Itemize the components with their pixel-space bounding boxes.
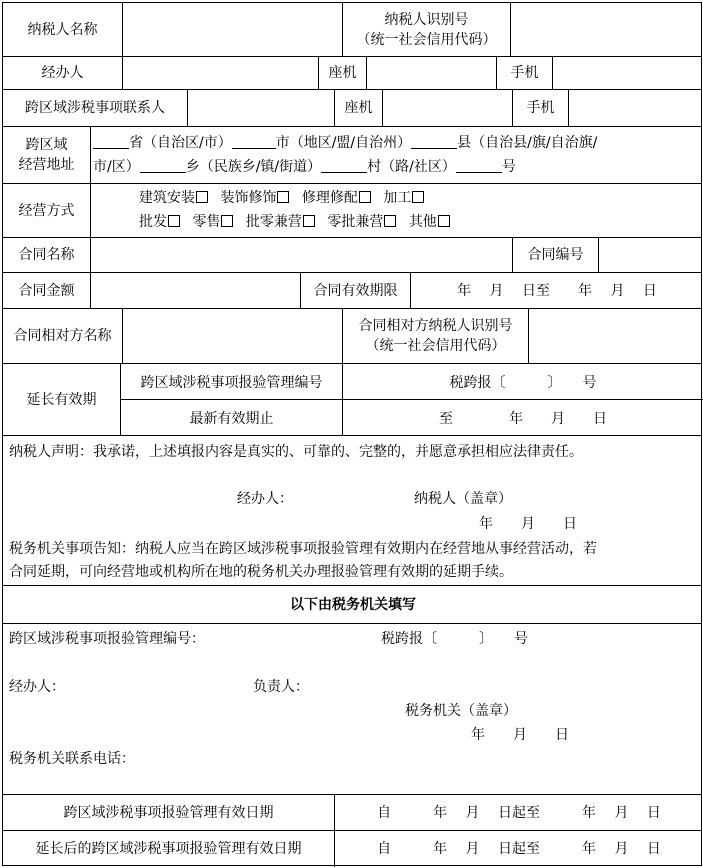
notice-line-1: 税务机关事项告知：纳税人应当在跨区域涉税事项报验管理有效期内在经营地从事经营活动，若	[9, 541, 597, 557]
extension-row	[3, 364, 701, 436]
contact-field[interactable]	[188, 90, 335, 126]
declaration-seal: 纳税人（盖章）	[414, 491, 512, 507]
contact-label: 跨区域涉税事项联系人	[3, 90, 188, 126]
checkbox-icon[interactable]	[303, 215, 315, 227]
business-mode-line-2	[139, 212, 458, 232]
tax-phone-label: 税务机关联系电话：	[9, 751, 135, 767]
checkbox-icon[interactable]	[359, 191, 371, 203]
extension-mgmt-no-label: 跨区域涉税事项报验管理编号	[121, 364, 343, 400]
taxpayer-row	[3, 3, 701, 57]
checkbox-icon[interactable]	[384, 215, 396, 227]
extension-label: 延长有效期	[3, 364, 121, 435]
checkbox-icon[interactable]	[412, 191, 424, 203]
contact-mobile-label: 手机	[513, 90, 569, 126]
contract-amount-row	[3, 273, 701, 309]
option-retail-wholesale[interactable]: 零批兼营	[327, 212, 396, 232]
option-construction[interactable]: 建筑安装	[139, 188, 208, 208]
extension-latest-label: 最新有效期止	[121, 400, 343, 436]
contract-name-field[interactable]	[91, 238, 513, 272]
declaration-date: 年 月 日	[479, 516, 577, 532]
tax-mgmt-no-label: 跨区域涉税事项报验管理编号：	[9, 631, 205, 647]
checkbox-icon[interactable]	[196, 191, 208, 203]
contract-period-label: 合同有效期限	[301, 273, 411, 308]
counterparty-row	[3, 309, 701, 364]
checkbox-icon[interactable]	[221, 215, 233, 227]
tax-office-seal: 税务机关（盖章）	[405, 703, 517, 719]
option-decoration[interactable]: 装饰修饰	[220, 188, 289, 208]
address-row	[3, 127, 701, 184]
business-mode-options	[91, 184, 703, 237]
extension-latest-field[interactable]: 至 年 月 日	[439, 411, 607, 427]
extended-date-field[interactable]: 自 年 月 日起至 年 月 日	[377, 841, 661, 857]
business-mode-label: 经营方式	[3, 184, 91, 237]
contract-period-field[interactable]: 年 月 日至 年 月 日	[457, 282, 657, 299]
contact-landline-field[interactable]	[383, 90, 513, 126]
tax-mgmt-no-value: 税跨报〔 〕 号	[381, 631, 528, 647]
business-mode-line-1	[139, 188, 432, 208]
tax-office-block	[3, 624, 701, 795]
tax-handler-label: 经办人：	[9, 679, 65, 695]
checkbox-icon[interactable]	[438, 215, 450, 227]
valid-date-label: 跨区域涉税事项报验管理有效日期	[3, 795, 335, 830]
contact-mobile-field[interactable]	[569, 90, 703, 126]
taxpayer-id-field[interactable]	[511, 3, 703, 56]
handler-label: 经办人	[3, 57, 123, 89]
extension-mgmt-no-field[interactable]: 税跨报〔 〕 号	[343, 364, 703, 400]
contact-row	[3, 90, 701, 127]
handler-mobile-label: 手机	[497, 57, 553, 89]
tax-responsible-label: 负责人：	[253, 679, 309, 695]
handler-row	[3, 57, 701, 90]
taxpayer-name-label: 纳税人名称	[3, 3, 123, 56]
taxpayer-id-label: 纳税人识别号 （统一社会信用代码）	[343, 3, 511, 56]
checkbox-icon[interactable]	[168, 215, 180, 227]
declaration-block	[3, 436, 701, 586]
address-line-1: 省（自治区/市） 市（地区/盟/自治州） 县（自治县/旗/自治旗/	[93, 133, 597, 153]
contract-amount-field[interactable]	[91, 273, 301, 308]
valid-date-field[interactable]: 自 年 月 日起至 年 月 日	[377, 804, 661, 821]
counterparty-id-label: 合同相对方纳税人识别号 （统一社会信用代码）	[343, 309, 529, 363]
counterparty-name-label: 合同相对方名称	[3, 309, 123, 363]
tax-office-header-row	[3, 586, 701, 624]
taxpayer-name-field[interactable]	[123, 3, 343, 56]
address-line-2: 市/区） 乡（民族乡/镇/街道） 村（路/社区） 号	[93, 159, 516, 175]
counterparty-name-field[interactable]	[123, 309, 343, 363]
option-retail[interactable]: 零售	[192, 212, 233, 232]
handler-field[interactable]	[123, 57, 319, 89]
option-wholesale[interactable]: 批发	[139, 212, 180, 232]
handler-landline-field[interactable]	[367, 57, 497, 89]
tax-office-header: 以下由税务机关填写	[290, 596, 416, 613]
registration-form	[2, 2, 702, 866]
counterparty-id-field[interactable]	[529, 309, 703, 363]
contact-landline-label: 座机	[335, 90, 383, 126]
valid-date-row	[3, 795, 701, 831]
contract-name-label: 合同名称	[3, 238, 91, 272]
option-processing[interactable]: 加工	[383, 188, 424, 208]
address-field[interactable]	[91, 127, 703, 183]
handler-mobile-field[interactable]	[553, 57, 703, 89]
option-wholesale-retail[interactable]: 批零兼营	[246, 212, 315, 232]
contract-number-label: 合同编号	[513, 238, 599, 272]
option-repair[interactable]: 修理修配	[302, 188, 371, 208]
extended-date-row	[3, 831, 701, 867]
notice-line-2: 合同延期，可向经营地或机构所在地的税务机关办理报验管理有效期的延期手续。	[9, 564, 513, 580]
contract-number-field[interactable]	[599, 238, 703, 272]
option-other[interactable]: 其他	[409, 212, 450, 232]
checkbox-icon[interactable]	[277, 191, 289, 203]
handler-landline-label: 座机	[319, 57, 367, 89]
address-label: 跨区域 经营地址	[3, 127, 91, 183]
extended-date-label: 延长后的跨区域涉税事项报验管理有效日期	[3, 831, 335, 867]
declaration-text: 纳税人声明：我承诺，上述填报内容是真实的、可靠的、完整的，并愿意承担相应法律责任。	[9, 444, 583, 460]
business-mode-row	[3, 184, 701, 238]
declaration-handler-sign: 经办人：	[237, 491, 293, 507]
tax-office-date: 年 月 日	[471, 727, 569, 743]
contract-name-row	[3, 238, 701, 273]
contract-amount-label: 合同金额	[3, 273, 91, 308]
